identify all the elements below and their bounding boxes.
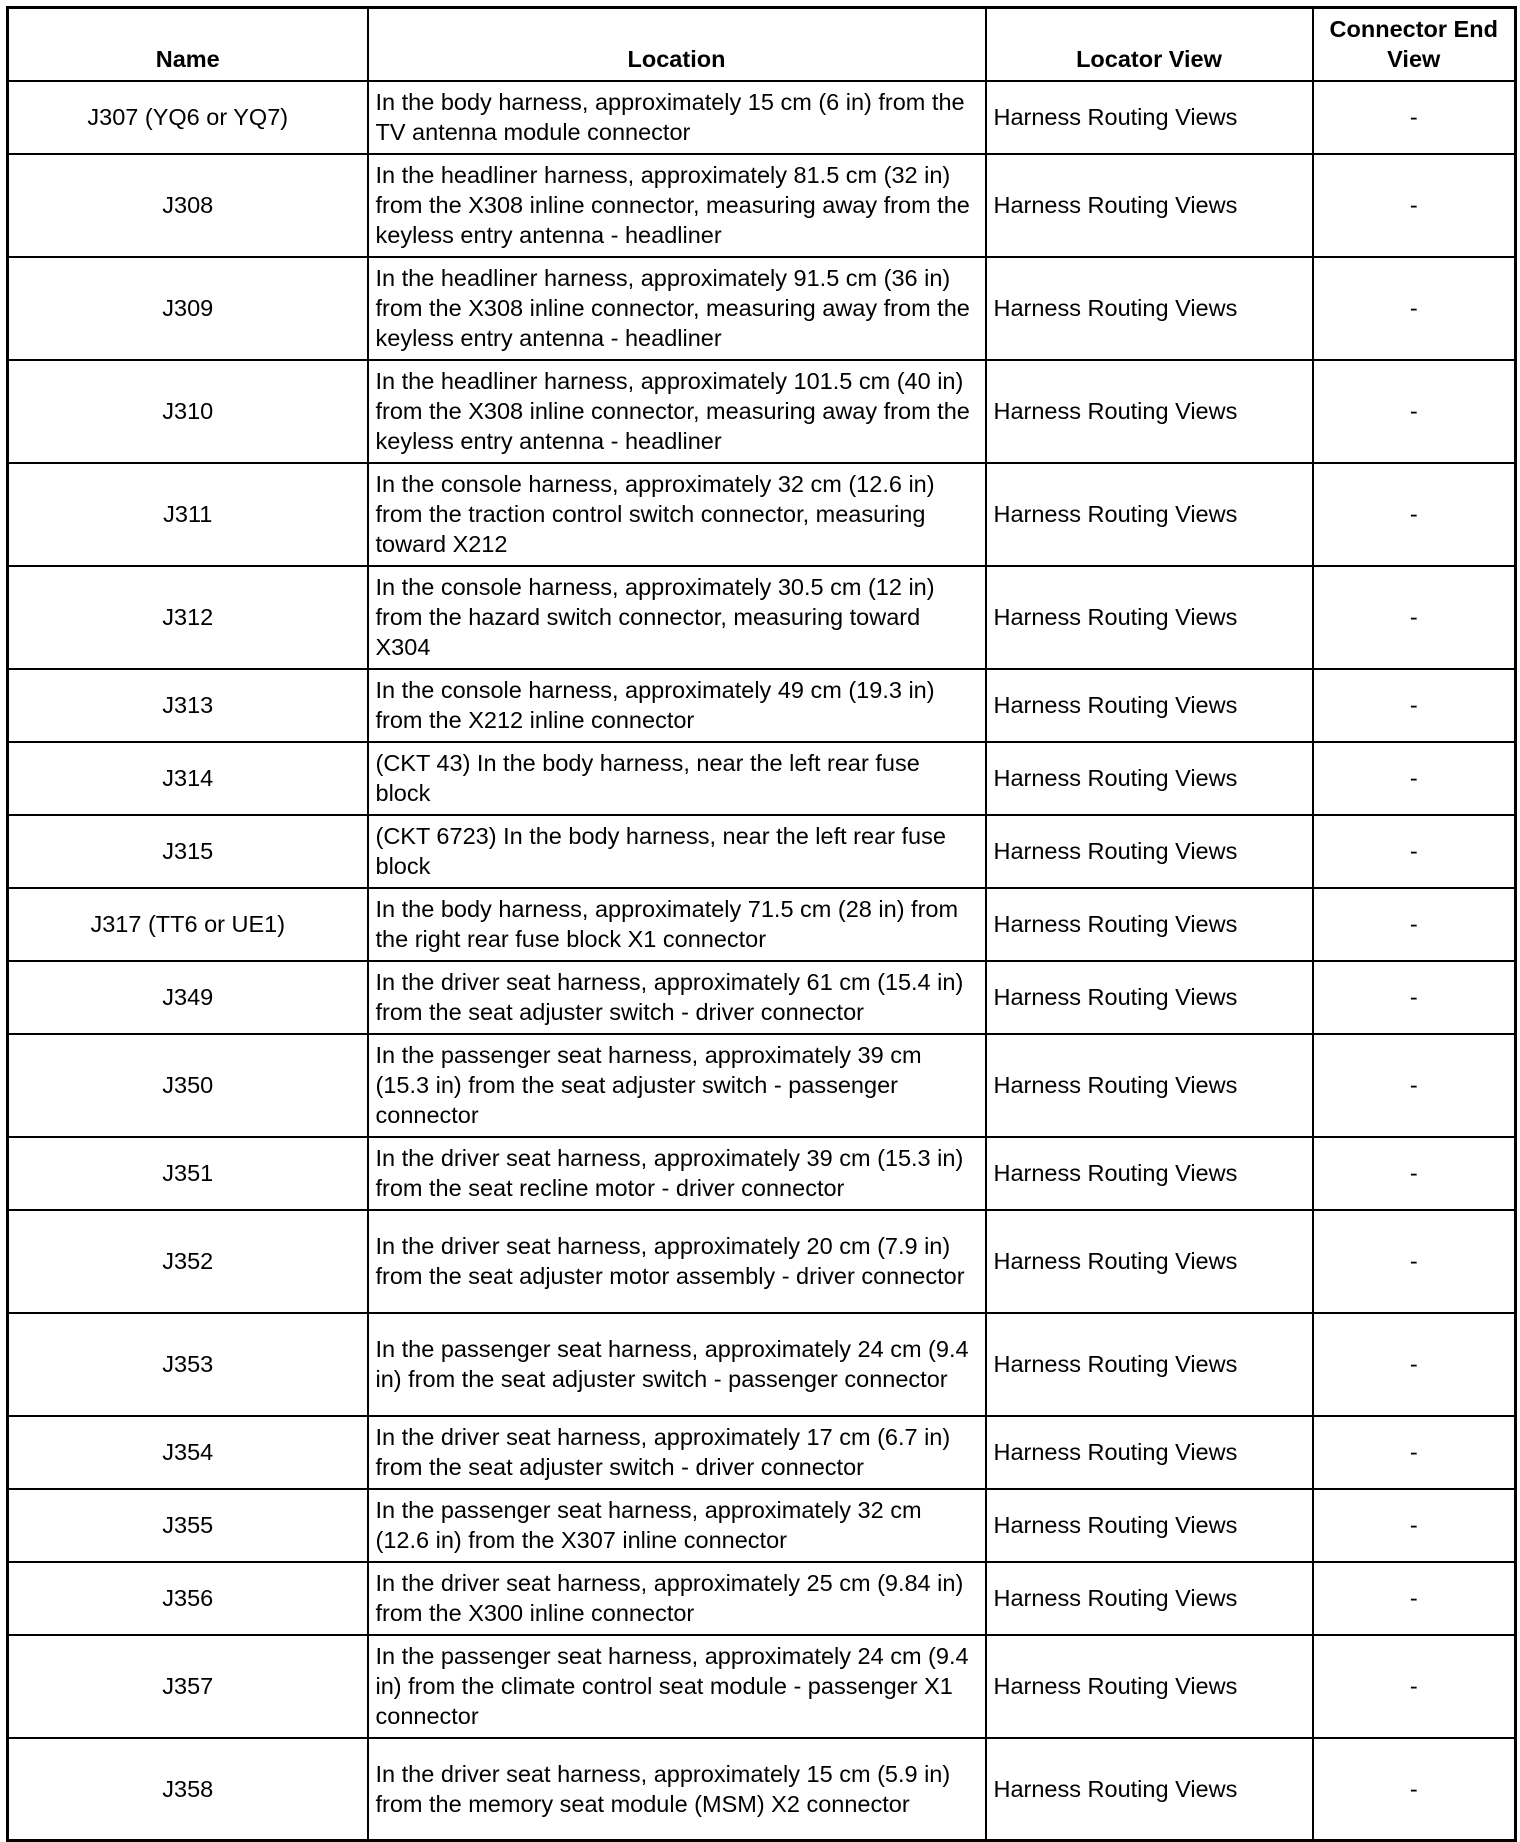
table-row: [8, 1635, 1516, 1738]
header-locator-view: Locator View: [986, 8, 1313, 81]
splice-location-table-container: [6, 6, 1517, 1842]
cell-connector-end-view: -: [1313, 1137, 1516, 1210]
cell-locator-view: Harness Routing Views: [986, 961, 1313, 1034]
cell-locator-view: Harness Routing Views: [986, 257, 1313, 360]
cell-connector-end-view: -: [1313, 81, 1516, 154]
cell-name: J350: [8, 1034, 368, 1137]
cell-location: In the console harness, approximately 32 cm (12.6 in) from the traction control switch connector, measuring toward X212: [368, 463, 986, 566]
cell-connector-end-view: -: [1313, 1416, 1516, 1489]
table-row: [8, 1416, 1516, 1489]
cell-locator-view: Harness Routing Views: [986, 742, 1313, 815]
cell-connector-end-view: -: [1313, 961, 1516, 1034]
cell-location: In the driver seat harness, approximately 25 cm (9.84 in) from the X300 inline connector: [368, 1562, 986, 1635]
cell-name: J308: [8, 154, 368, 257]
table-row: [8, 1210, 1516, 1313]
cell-name: J357: [8, 1635, 368, 1738]
table-row: [8, 1137, 1516, 1210]
cell-connector-end-view: -: [1313, 815, 1516, 888]
table-row: [8, 1738, 1516, 1841]
cell-name: J356: [8, 1562, 368, 1635]
cell-name: J355: [8, 1489, 368, 1562]
cell-name: J351: [8, 1137, 368, 1210]
cell-name: J314: [8, 742, 368, 815]
cell-locator-view: Harness Routing Views: [986, 1635, 1313, 1738]
cell-name: J307 (YQ6 or YQ7): [8, 81, 368, 154]
cell-name: J353: [8, 1313, 368, 1416]
cell-locator-view: Harness Routing Views: [986, 1416, 1313, 1489]
table-row: [8, 257, 1516, 360]
table-row: [8, 888, 1516, 961]
cell-locator-view: Harness Routing Views: [986, 1313, 1313, 1416]
cell-locator-view: Harness Routing Views: [986, 360, 1313, 463]
header-connector-end-view: Connector End View: [1313, 8, 1516, 81]
cell-location: In the body harness, approximately 15 cm (6 in) from the TV antenna module connector: [368, 81, 986, 154]
cell-connector-end-view: -: [1313, 742, 1516, 815]
cell-locator-view: Harness Routing Views: [986, 566, 1313, 669]
cell-locator-view: Harness Routing Views: [986, 815, 1313, 888]
cell-name: J352: [8, 1210, 368, 1313]
table-row: [8, 463, 1516, 566]
cell-locator-view: Harness Routing Views: [986, 1489, 1313, 1562]
cell-connector-end-view: -: [1313, 1562, 1516, 1635]
cell-location: In the driver seat harness, approximately 20 cm (7.9 in) from the seat adjuster motor assembly - driver connector: [368, 1210, 986, 1313]
table-row: [8, 566, 1516, 669]
cell-connector-end-view: -: [1313, 566, 1516, 669]
table-row: [8, 1562, 1516, 1635]
cell-location: In the passenger seat harness, approximately 24 cm (9.4 in) from the seat adjuster switch - passenger connector: [368, 1313, 986, 1416]
table-row: [8, 742, 1516, 815]
cell-locator-view: Harness Routing Views: [986, 463, 1313, 566]
table-row: [8, 669, 1516, 742]
cell-locator-view: Harness Routing Views: [986, 1137, 1313, 1210]
cell-name: J317 (TT6 or UE1): [8, 888, 368, 961]
table-row: [8, 961, 1516, 1034]
cell-name: J354: [8, 1416, 368, 1489]
cell-name: J315: [8, 815, 368, 888]
cell-locator-view: Harness Routing Views: [986, 669, 1313, 742]
header-location: Location: [368, 8, 986, 81]
cell-location: In the body harness, approximately 71.5 cm (28 in) from the right rear fuse block X1 connector: [368, 888, 986, 961]
cell-connector-end-view: -: [1313, 669, 1516, 742]
cell-connector-end-view: -: [1313, 1210, 1516, 1313]
cell-locator-view: Harness Routing Views: [986, 1738, 1313, 1841]
cell-connector-end-view: -: [1313, 360, 1516, 463]
header-name: Name: [8, 8, 368, 81]
cell-location: (CKT 6723) In the body harness, near the left rear fuse block: [368, 815, 986, 888]
table-row: [8, 815, 1516, 888]
cell-location: In the passenger seat harness, approximately 39 cm (15.3 in) from the seat adjuster switch - passenger connector: [368, 1034, 986, 1137]
cell-name: J313: [8, 669, 368, 742]
cell-name: J358: [8, 1738, 368, 1841]
cell-name: J349: [8, 961, 368, 1034]
cell-location: In the driver seat harness, approximately 17 cm (6.7 in) from the seat adjuster switch - driver connector: [368, 1416, 986, 1489]
cell-locator-view: Harness Routing Views: [986, 154, 1313, 257]
cell-location: In the console harness, approximately 49 cm (19.3 in) from the X212 inline connector: [368, 669, 986, 742]
cell-location: In the driver seat harness, approximately 15 cm (5.9 in) from the memory seat module (MSM) X2 connector: [368, 1738, 986, 1841]
cell-name: J310: [8, 360, 368, 463]
cell-locator-view: Harness Routing Views: [986, 1562, 1313, 1635]
cell-connector-end-view: -: [1313, 1313, 1516, 1416]
cell-connector-end-view: -: [1313, 257, 1516, 360]
cell-location: (CKT 43) In the body harness, near the left rear fuse block: [368, 742, 986, 815]
cell-name: J309: [8, 257, 368, 360]
cell-connector-end-view: -: [1313, 888, 1516, 961]
cell-location: In the passenger seat harness, approximately 32 cm (12.6 in) from the X307 inline connector: [368, 1489, 986, 1562]
cell-location: In the passenger seat harness, approximately 24 cm (9.4 in) from the climate control seat module - passenger X1 connector: [368, 1635, 986, 1738]
table-row: [8, 81, 1516, 154]
cell-connector-end-view: -: [1313, 1489, 1516, 1562]
cell-location: In the headliner harness, approximately 101.5 cm (40 in) from the X308 inline connector, measuring away from the keyless entry antenna - headliner: [368, 360, 986, 463]
table-row: [8, 1034, 1516, 1137]
cell-locator-view: Harness Routing Views: [986, 888, 1313, 961]
table-row: [8, 154, 1516, 257]
splice-location-table: [6, 6, 1517, 1842]
table-row: [8, 1313, 1516, 1416]
cell-location: In the driver seat harness, approximately 39 cm (15.3 in) from the seat recline motor - driver connector: [368, 1137, 986, 1210]
cell-location: In the headliner harness, approximately 91.5 cm (36 in) from the X308 inline connector, measuring away from the keyless entry antenna - headliner: [368, 257, 986, 360]
cell-location: In the console harness, approximately 30.5 cm (12 in) from the hazard switch connector, measuring toward X304: [368, 566, 986, 669]
cell-location: In the driver seat harness, approximately 61 cm (15.4 in) from the seat adjuster switch - driver connector: [368, 961, 986, 1034]
table-row: [8, 360, 1516, 463]
cell-locator-view: Harness Routing Views: [986, 81, 1313, 154]
table-header-row: [8, 8, 1516, 81]
cell-locator-view: Harness Routing Views: [986, 1034, 1313, 1137]
cell-name: J312: [8, 566, 368, 669]
table-row: [8, 1489, 1516, 1562]
cell-connector-end-view: -: [1313, 463, 1516, 566]
cell-connector-end-view: -: [1313, 1738, 1516, 1841]
cell-connector-end-view: -: [1313, 1034, 1516, 1137]
cell-name: J311: [8, 463, 368, 566]
cell-connector-end-view: -: [1313, 1635, 1516, 1738]
cell-location: In the headliner harness, approximately 81.5 cm (32 in) from the X308 inline connector, measuring away from the keyless entry antenna - headliner: [368, 154, 986, 257]
cell-locator-view: Harness Routing Views: [986, 1210, 1313, 1313]
cell-connector-end-view: -: [1313, 154, 1516, 257]
